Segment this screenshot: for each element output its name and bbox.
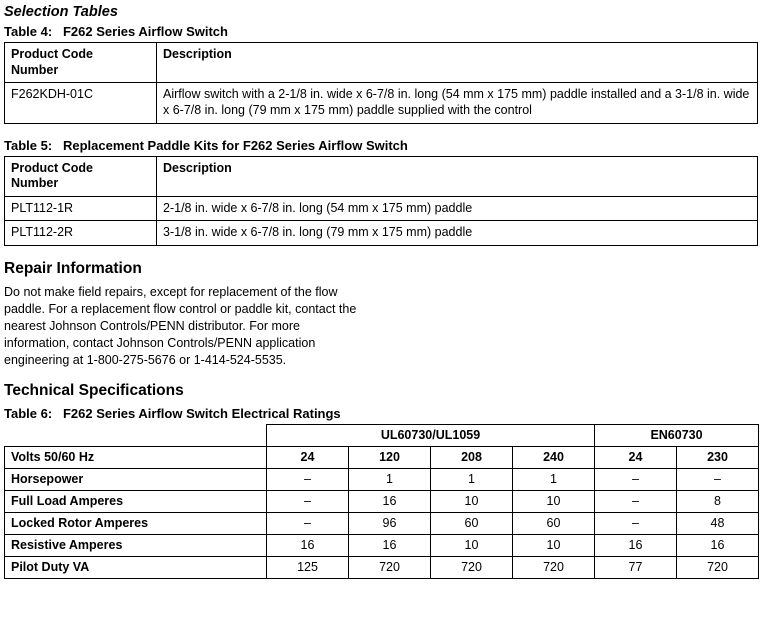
table4-cell-description: Airflow switch with a 2-1/8 in. wide x 6-7/8 in. long (54 mm x 175 mm) paddle installed and a 3-1/8 in. wide x 6-7/8 in. long (79 mm x 175 mm) paddle supplied with the control bbox=[157, 83, 758, 123]
spec-cell: 60 bbox=[431, 513, 513, 535]
spec-cell: 16 bbox=[595, 535, 677, 557]
spec-cell: – bbox=[595, 491, 677, 513]
table-row-group-headers bbox=[5, 425, 759, 447]
spec-row-label: Resistive Amperes bbox=[5, 535, 267, 557]
spec-voltage-col: 208 bbox=[431, 447, 513, 469]
spec-row-label: Pilot Duty VA bbox=[5, 557, 267, 579]
spec-cell: 96 bbox=[349, 513, 431, 535]
table-row bbox=[5, 83, 758, 123]
spec-cell: 1 bbox=[349, 469, 431, 491]
spec-voltage-col: 24 bbox=[595, 447, 677, 469]
technical-specifications-heading: Technical Specifications bbox=[4, 382, 184, 400]
spec-cell: 10 bbox=[513, 491, 595, 513]
table5-header-description: Description bbox=[157, 156, 758, 196]
table5-cell-description: 3-1/8 in. wide x 6-7/8 in. long (79 mm x 175 mm) paddle bbox=[157, 221, 758, 246]
table-row bbox=[5, 513, 759, 535]
spec-cell: – bbox=[267, 513, 349, 535]
spec-voltage-col: 24 bbox=[267, 447, 349, 469]
repair-information-heading: Repair Information bbox=[4, 260, 142, 277]
table-row bbox=[5, 221, 758, 246]
table-row bbox=[5, 469, 759, 491]
spec-row-label: Full Load Amperes bbox=[5, 491, 267, 513]
spec-cell: 10 bbox=[513, 535, 595, 557]
table-row bbox=[5, 156, 758, 196]
spec-cell: 16 bbox=[349, 491, 431, 513]
table-4-selection bbox=[4, 42, 758, 124]
spec-cell: 720 bbox=[431, 557, 513, 579]
spec-cell: 60 bbox=[513, 513, 595, 535]
spec-cell: 16 bbox=[677, 535, 759, 557]
table-row bbox=[5, 196, 758, 221]
document-page bbox=[0, 4, 770, 633]
spec-cell: 1 bbox=[431, 469, 513, 491]
table4-cell-code: F262KDH-01C bbox=[5, 83, 157, 123]
spec-cell: 10 bbox=[431, 535, 513, 557]
table4-header-product-code: Product Code Number bbox=[5, 43, 157, 83]
spec-voltage-col: 120 bbox=[349, 447, 431, 469]
spec-cell: 1 bbox=[513, 469, 595, 491]
table4-caption: Table 4: F262 Series Airflow Switch bbox=[4, 24, 228, 39]
table-row-voltages bbox=[5, 447, 759, 469]
spec-cell: 720 bbox=[677, 557, 759, 579]
spec-cell: – bbox=[595, 513, 677, 535]
spec-row-label: Locked Rotor Amperes bbox=[5, 513, 267, 535]
spec-cell: 125 bbox=[267, 557, 349, 579]
section-title: Selection Tables bbox=[4, 4, 118, 20]
spec-corner-blank bbox=[5, 425, 267, 447]
spec-cell: – bbox=[267, 469, 349, 491]
repair-information-text: Do not make field repairs, except for replacement of the flow paddle. For a replacement flow control or paddle kit, contact the nearest Johnson Controls/PENN distributor. For more information, contact Johnson Controls/PENN application engineering at 1-800-275-5676 or 1-414-524-5535. bbox=[4, 285, 357, 367]
spec-cell: 8 bbox=[677, 491, 759, 513]
table5-cell-code: PLT112-1R bbox=[5, 196, 157, 221]
spec-cell: 10 bbox=[431, 491, 513, 513]
table5-cell-description: 2-1/8 in. wide x 6-7/8 in. long (54 mm x 175 mm) paddle bbox=[157, 196, 758, 221]
spec-group-ul: UL60730/UL1059 bbox=[267, 425, 595, 447]
spec-row-label: Horsepower bbox=[5, 469, 267, 491]
table-5-paddle-kits bbox=[4, 156, 758, 247]
table-row bbox=[5, 43, 758, 83]
table5-cell-code: PLT112-2R bbox=[5, 221, 157, 246]
spec-cell: 720 bbox=[513, 557, 595, 579]
table-row bbox=[5, 557, 759, 579]
spec-cell: – bbox=[595, 469, 677, 491]
table-row bbox=[5, 535, 759, 557]
table5-header-product-code: Product Code Number bbox=[5, 156, 157, 196]
spec-group-en: EN60730 bbox=[595, 425, 759, 447]
table4-header-description: Description bbox=[157, 43, 758, 83]
spec-cell: – bbox=[677, 469, 759, 491]
table-6-electrical-ratings bbox=[4, 424, 759, 579]
spec-voltage-col: 230 bbox=[677, 447, 759, 469]
table-row bbox=[5, 491, 759, 513]
spec-voltage-col: 240 bbox=[513, 447, 595, 469]
spec-cell: 16 bbox=[349, 535, 431, 557]
table6-caption: Table 6: F262 Series Airflow Switch Electrical Ratings bbox=[4, 406, 341, 422]
spec-cell: 720 bbox=[349, 557, 431, 579]
table5-caption: Table 5: Replacement Paddle Kits for F262 Series Airflow Switch bbox=[4, 137, 408, 153]
spec-cell: 48 bbox=[677, 513, 759, 535]
spec-cell: 77 bbox=[595, 557, 677, 579]
spec-cell: 16 bbox=[267, 535, 349, 557]
spec-volts-label: Volts 50/60 Hz bbox=[5, 447, 267, 469]
spec-cell: – bbox=[267, 491, 349, 513]
